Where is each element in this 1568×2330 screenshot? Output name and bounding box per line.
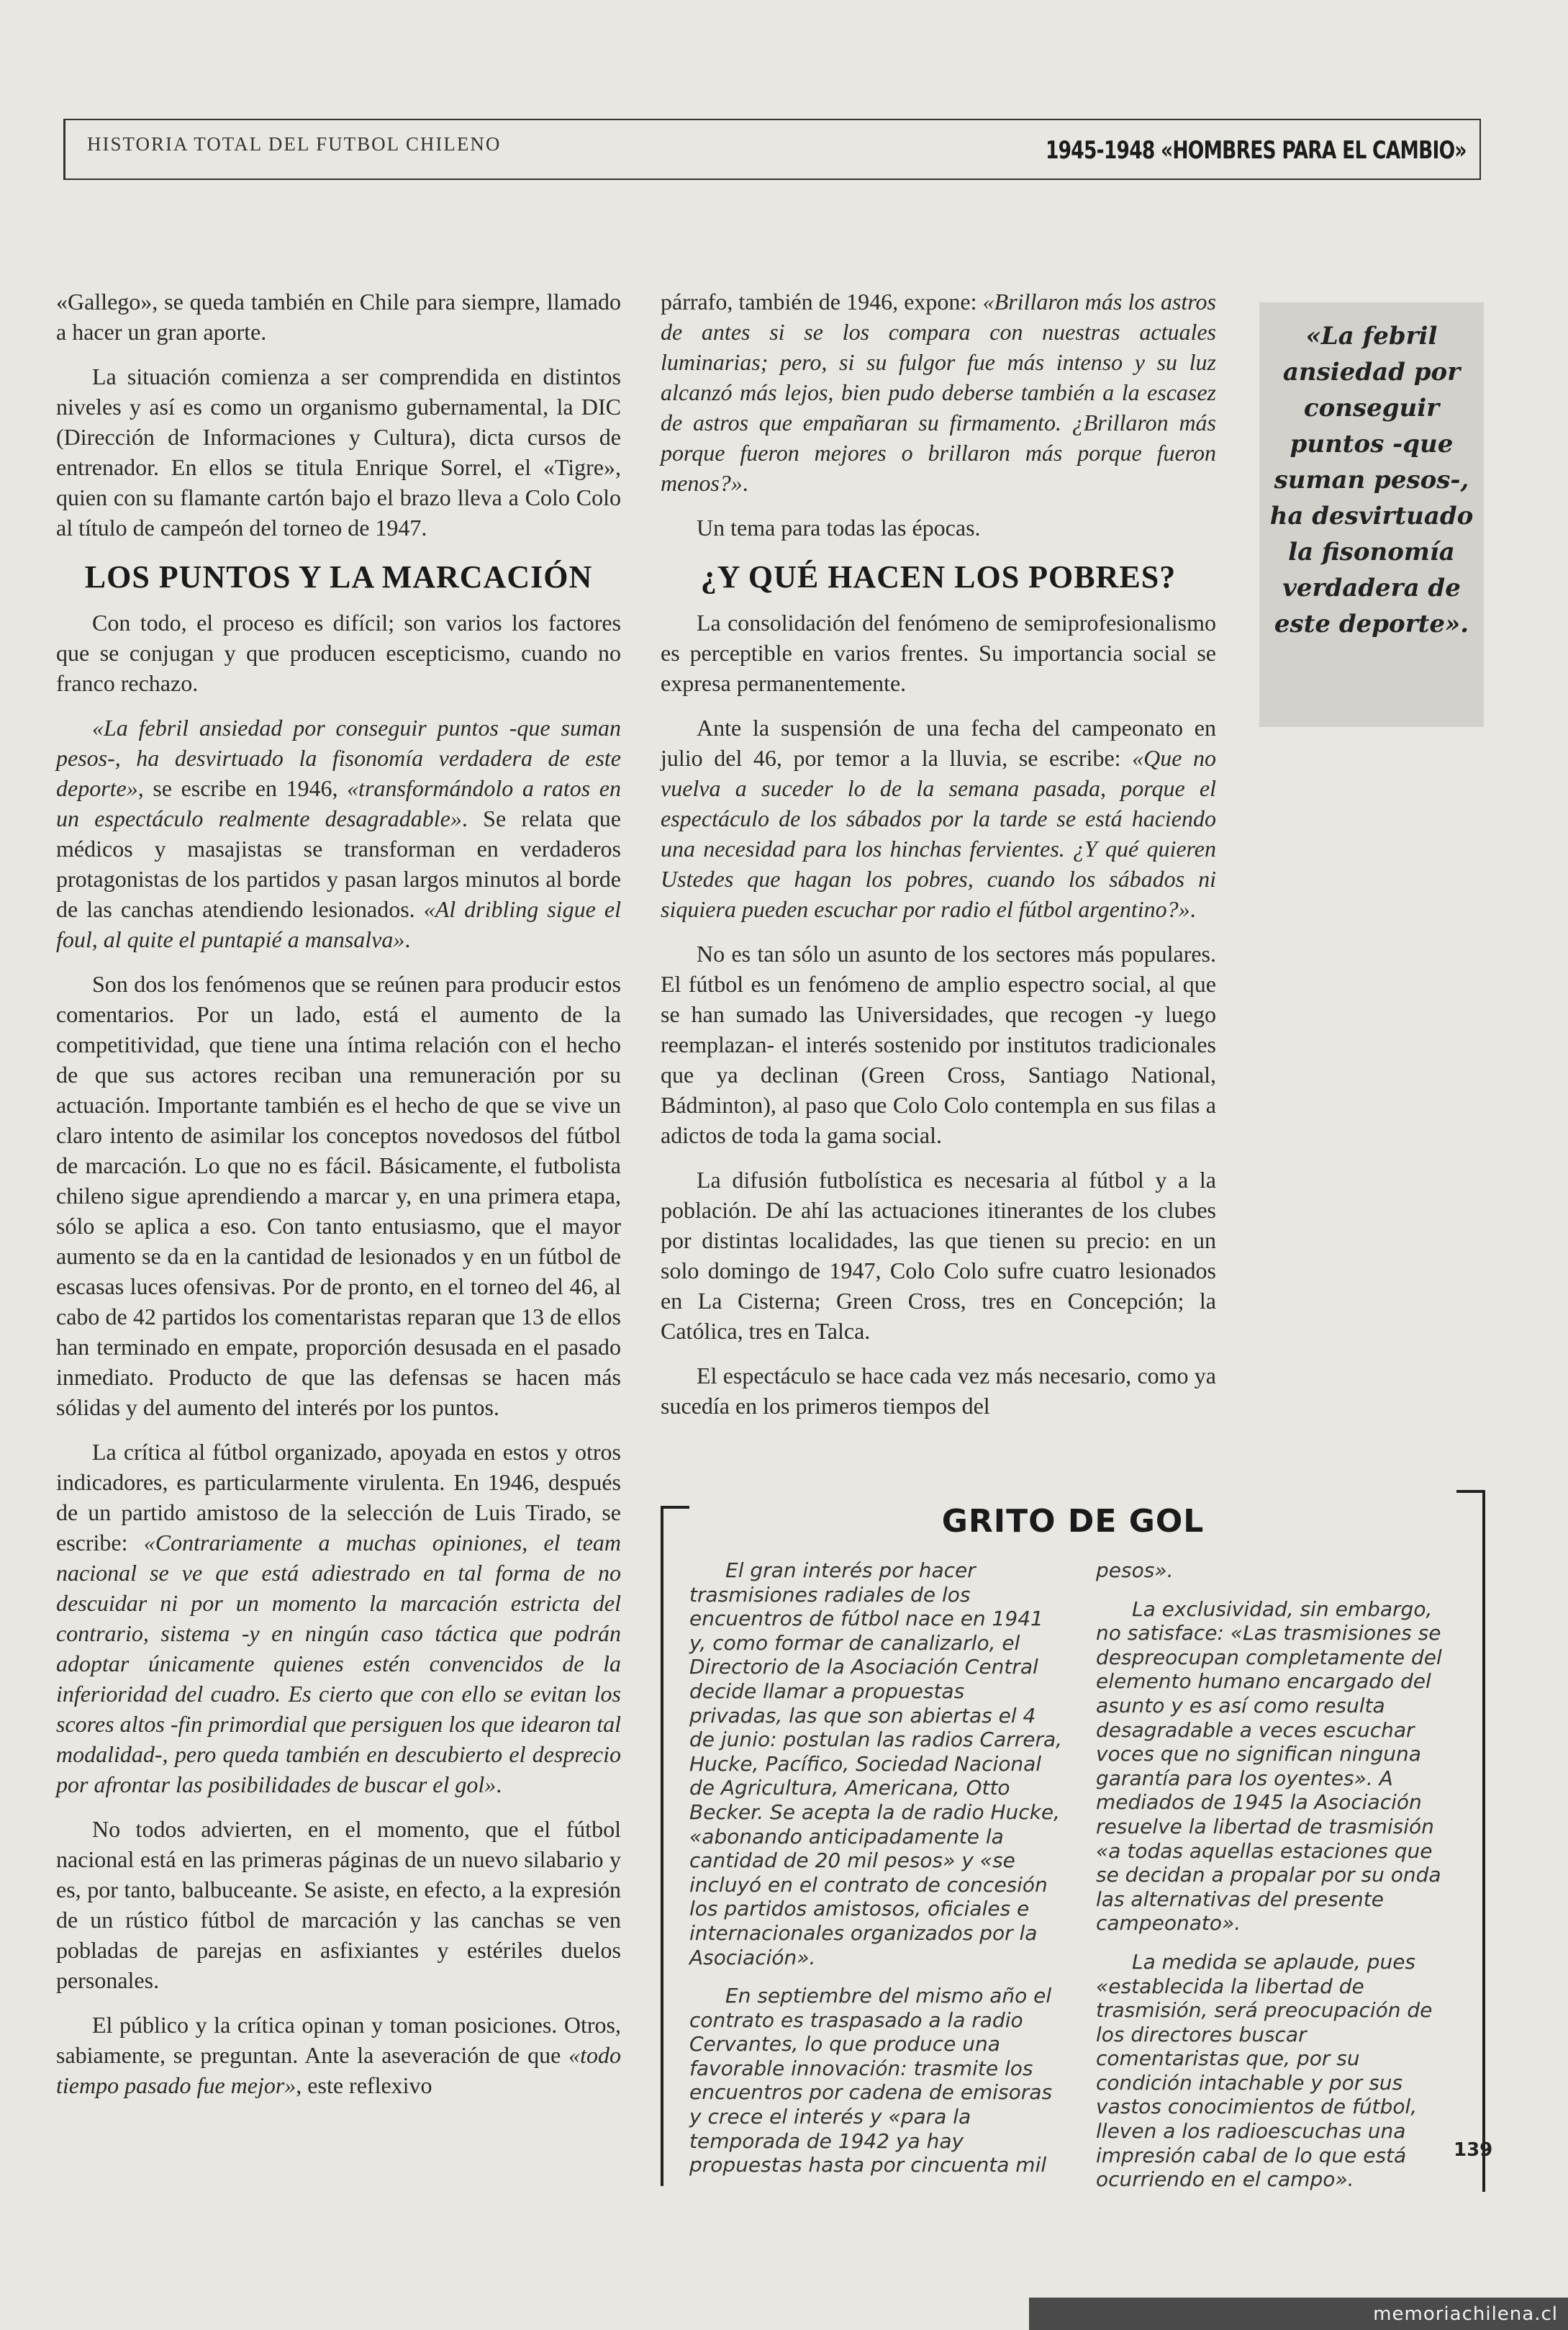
text-run: , se escribe en 1946, xyxy=(137,775,348,801)
text-run: . Se relata que médicos y masajistas se transforman en verdaderos protagonistas de los partidos y pasan largos minutos al borde de las canchas atendiendo lesionados. xyxy=(56,805,622,922)
paragraph: Con todo, el proceso es difícil; son varios los factores que se conjugan y que producen escepticismo, cuando no franco rechazo. xyxy=(56,610,621,696)
text-run: . xyxy=(404,926,411,952)
paragraph: La consolidación del fenómeno de semiprofesionalismo es perceptible en varios frentes. Su importancia social se expresa permanentemente. xyxy=(661,610,1216,696)
book-title: HISTORIA TOTAL DEL FUTBOL CHILENO xyxy=(87,133,502,155)
text-run: , este reflexivo xyxy=(296,2072,432,2098)
paragraph: pesos». xyxy=(1096,1558,1174,1582)
paragraph: Son dos los fenómenos que se reúnen para producir estos comentarios. Por un lado, está el aumento de la competitividad, que tiene una íntima relación con el hecho de que sus actores reciban una remuneración por su actuación. Importante también es el hecho de que se vive un claro intento de asimilar los conceptos novedosos del fútbol de marcación. Lo que no es fácil. Básicamente, el futbolista chileno sigue aprendiendo a marcar y, en una primera etapa, sólo se aplica a eso. Con tanto entusiasmo, que el mayor aumento se da en la cantidad de lesionados y en un fútbol de escasas luces ofensivas. Por de pronto, en el torneo del 46, al cabo de 42 partidos los comentaristas reparan que 13 de ellos han terminado en empate, proporción desusada en el pasado inmediato. Producto de que las defensas se hacen más sólidas y del aumento del interés por los puntos. xyxy=(56,971,621,1420)
paragraph: La medida se aplaude, pues «establecida la libertad de trasmisión, será preocupación de los directores buscar comentaristas que, por su condición intachable y por sus vastos conocimientos de fútbol, lleven a los radioescuchas una impresión cabal de lo que está ocurriendo en el campo». xyxy=(1096,1949,1433,2192)
paragraph: La exclusividad, sin embargo, no satisface: «Las trasmisiones se despreocupan completamente del elemento humano encargado del asunto y es así como resulta desagradable a veces escuchar voces que no significan ninguna garantía para los oyentes». A mediados de 1945 la Asociación resuelve la libertad de trasmisión «a todas aquellas estaciones que se decidan a propalar por su onda las alternativas del presente campeonato». xyxy=(1096,1597,1442,1936)
paragraph: «Gallego», se queda también en Chile para siempre, llamado a hacer un gran aporte. xyxy=(56,289,621,345)
text-run: . xyxy=(496,1771,502,1797)
paragraph: El gran interés por hacer trasmisiones radiales de los encuentros de fútbol nace en 1941 y, como formar de canalizarlo, el Directorio de la Asociación Central decide llamar a propuestas privadas, las que son abiertas el 4 de junio: postulan las radios Carrera, Hucke, Pacífico, Sociedad Nacional de Agricultura, Americana, Otto Becker. Se acepta la de radio Hucke, «abonando anticipadamente la cantidad de 20 mil pesos» y «se incluyó en el contrato de concesión los partidos amistosos, oficiales e internacionales organizados por la Asociación». xyxy=(689,1558,1063,1969)
paragraph xyxy=(661,286,1216,498)
box-column-left xyxy=(689,1558,1064,2192)
quote: «Brillaron más los astros de antes si se los compara con nuestras actuales luminarias; pero, si su fulgor fue más intenso y su luz alcanzó más lejos, bien pudo deberse también a la escasez de astros que empañaran su firmamento. ¿Brillaron más porque fueron mejores o brillaron más porque fueron menos?» xyxy=(661,289,1217,496)
box-frame xyxy=(661,1506,689,2186)
section-heading: ¿Y QUÉ HACEN LOS POBRES? xyxy=(700,559,1177,595)
sidebar-box xyxy=(661,1490,1485,2192)
text-run: . xyxy=(1189,896,1196,922)
text-run: . xyxy=(742,470,748,496)
running-header xyxy=(63,119,1481,180)
text-run: La crítica al fútbol organizado, apoyada en estos y otros indicadores, es particularmente virulenta. En 1946, después de un partido amistoso de la selección de Luis Tirado, se escribe: xyxy=(56,1439,621,1555)
watermark-text: memoriachilena.cl xyxy=(1373,2303,1558,2325)
watermark-bar xyxy=(1029,2298,1568,2330)
pull-quote xyxy=(1259,302,1484,727)
paragraph: La situación comienza a ser comprendida en distintos niveles y así es como un organismo gubernamental, la DIC (Dirección de Informaciones y Cultura), dicta cursos de entrenador. En ellos se titula Enrique Sorrel, el «Tigre», quien con su flamante cartón bajo el brazo lleva a Colo Colo al título de campeón del torneo de 1947. xyxy=(56,364,621,541)
paragraph: No todos advierten, en el momento, que el fútbol nacional está en las primeras páginas de un nuevo silabario y es, por tanto, balbuceante. Se asiste, en efecto, a la expresión de un rústico fútbol de marcación y las canchas se ven pobladas de parejas en asfixiantes y estériles duelos personales. xyxy=(56,1816,621,1993)
paragraph: La difusión futbolística es necesaria al fútbol y a la población. De ahí las actuaciones itinerantes de los clubes por distintas localidades, las que tienen su precio: en un solo domingo de 1947, Colo Colo sufre cuatro lesionados en La Cisterna; Green Cross, tres en Concepción; la Católica, tres en Talca. xyxy=(661,1167,1216,1344)
paragraph: No es tan sólo un asunto de los sectores más populares. El fútbol es un fenómeno de amplio espectro social, al que se han sumado las Universidades, que recogen -y luego reemplazan- el interés sostenido por institutos tradicionales que ya declinan (Green Cross, Santiago National, Bádminton), al paso que Colo Colo contempla en sus filas a adictos de toda la gama social. xyxy=(661,941,1216,1148)
quote: «transformándolo a ratos en un espectáculo realmente desagradable» xyxy=(56,775,622,831)
quote: «todo tiempo pasado fue mejor» xyxy=(56,2042,621,2098)
pull-quote-text: «La febril ansiedad por conseguir puntos -que suman pesos-, ha desvirtuado la fisonomía verdadera de este deporte». xyxy=(1269,322,1474,638)
page-number: 139 xyxy=(1454,2139,1493,2161)
box-column-right xyxy=(1096,1558,1456,2206)
paragraph xyxy=(56,713,621,954)
text-run: Ante la suspensión de una fecha del campeonato en julio del 46, por temor a la lluvia, se escribe: xyxy=(661,715,1216,771)
quote: «Al dribling sigue el foul, al quite el puntapié a mansalva» xyxy=(56,896,622,952)
text-column-left xyxy=(56,286,621,2115)
paragraph: En septiembre del mismo año el contrato es traspasado a la radio Cervantes, lo que produce una favorable innovación: trasmite los encuentros por cadena de emisoras y crece el interés y «para la temporada de 1942 ya hay propuestas hasta por cincuenta mil xyxy=(689,1984,1053,2177)
quote: «Contrariamente a muchas opiniones, el team nacional se ve que está adiestrado en tal forma de no descuidar ni por un momento la marcación estricta del contrario, sistema -y en ningún caso táctica que podrán adoptar únicamente quienes estén convencidos de la inferioridad del cuadro. Es cierto que con ello se evitan los scores altos -fin primordial que persiguen los que idearon tal modalidad-, pero queda también en descubierto el desprecio por afrontar las posibilidades de buscar el gol» xyxy=(56,1530,622,1797)
chapter-title: 1945-1948 «HOMBRES PARA EL CAMBIO» xyxy=(1046,136,1467,165)
box-frame xyxy=(1456,1490,1485,2192)
box-title: GRITO DE GOL xyxy=(941,1503,1205,1540)
text-column-middle xyxy=(661,286,1216,1435)
paragraph xyxy=(56,2010,621,2100)
paragraph xyxy=(661,713,1216,924)
quote: «Que no vuelva a suceder lo de la semana pasada, porque el espectáculo de los sábados por la tarde se está haciendo una necesidad para los hinchas fervientes. ¿Y qué quieren Ustedes que hagan los pobres, cuando los sábados ni siquiera pueden escuchar por radio el fútbol argentino?» xyxy=(661,745,1217,922)
paragraph: El espectáculo se hace cada vez más necesario, como ya sucedía en los primeros tiempos del xyxy=(661,1363,1216,1419)
text-run: El público y la crítica opinan y toman posiciones. Otros, sabiamente, se preguntan. Ante la aseveración de que xyxy=(56,2012,621,2068)
quote: «La febril ansiedad por conseguir puntos -que suman pesos-, ha desvirtuado la fisonomía verdadera de este deporte» xyxy=(56,715,621,801)
paragraph: Un tema para todas las épocas. xyxy=(697,515,981,541)
text-run: párrafo, también de 1946, expone: xyxy=(661,289,983,315)
paragraph xyxy=(56,1437,621,1800)
section-heading: LOS PUNTOS Y LA MARCACIÓN xyxy=(84,559,593,595)
